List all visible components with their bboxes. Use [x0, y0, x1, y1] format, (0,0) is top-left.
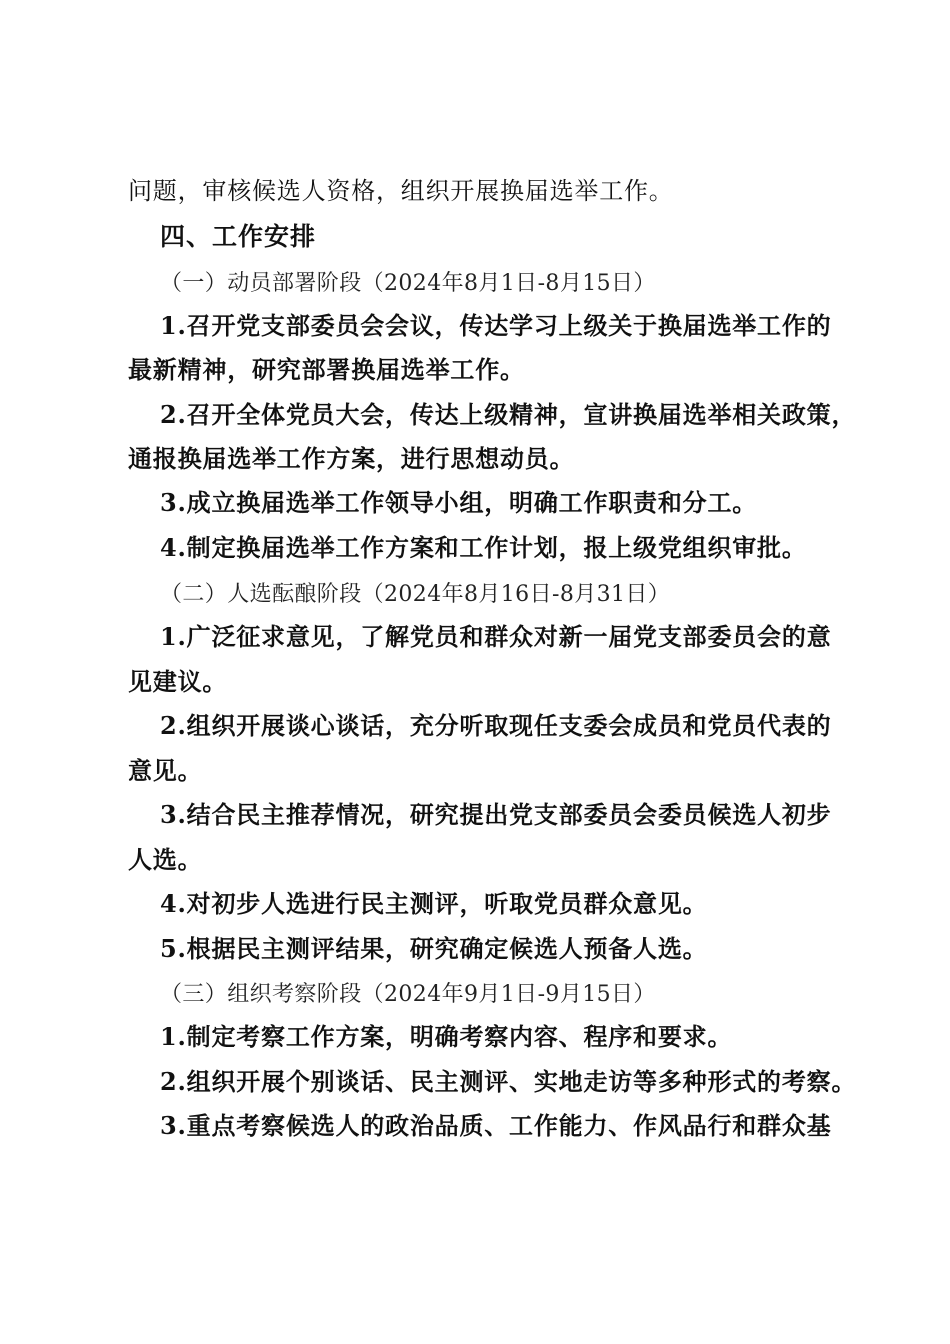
list-item: 2.组织开展个别谈话、民主测评、实地走访等多种形式的考察。 [160, 1067, 857, 1096]
list-item: 3.成立换届选举工作领导小组，明确工作职责和分工。 [160, 488, 758, 517]
paragraph-continuation: 问题，审核候选人资格，组织开展换届选举工作。 [128, 177, 674, 205]
list-item: 5.根据民主测评结果，研究确定候选人预备人选。 [160, 934, 708, 963]
list-item: 2.召开全体党员大会，传达上级精神，宣讲换届选举相关政策， [160, 400, 857, 429]
list-item-continuation: 见建议。 [128, 667, 228, 696]
list-item: 3.结合民主推荐情况，研究提出党支部委员会委员候选人初步 [160, 800, 832, 829]
section-heading-work-arrangement: 四、工作安排 [160, 222, 317, 251]
list-item: 1.制定考察工作方案，明确考察内容、程序和要求。 [160, 1022, 733, 1051]
list-item-continuation: 意见。 [128, 756, 203, 785]
subsection-heading-organizational-inspection: （三）组织考察阶段（2024年9月1日-9月15日） [160, 982, 656, 1007]
subsection-heading-mobilization: （一）动员部署阶段（2024年8月1日-8月15日） [160, 271, 656, 296]
subsection-heading-candidate-deliberation: （二）人选酝酿阶段（2024年8月16日-8月31日） [160, 582, 671, 607]
list-item: 3.重点考察候选人的政治品质、工作能力、作风品行和群众基 [160, 1111, 832, 1140]
list-item: 1.召开党支部委员会会议，传达学习上级关于换届选举工作的 [160, 311, 832, 340]
list-item: 4.对初步人选进行民主测评，听取党员群众意见。 [160, 889, 708, 918]
list-item-continuation: 人选。 [128, 845, 203, 874]
list-item: 1.广泛征求意见，了解党员和群众对新一届党支部委员会的意 [160, 622, 832, 651]
list-item: 2.组织开展谈心谈话，充分听取现任支委会成员和党员代表的 [160, 711, 832, 740]
list-item: 4.制定换届选举工作方案和工作计划，报上级党组织审批。 [160, 533, 807, 562]
list-item-continuation: 最新精神，研究部署换届选举工作。 [128, 355, 525, 384]
list-item-continuation: 通报换届选举工作方案，进行思想动员。 [128, 444, 575, 473]
